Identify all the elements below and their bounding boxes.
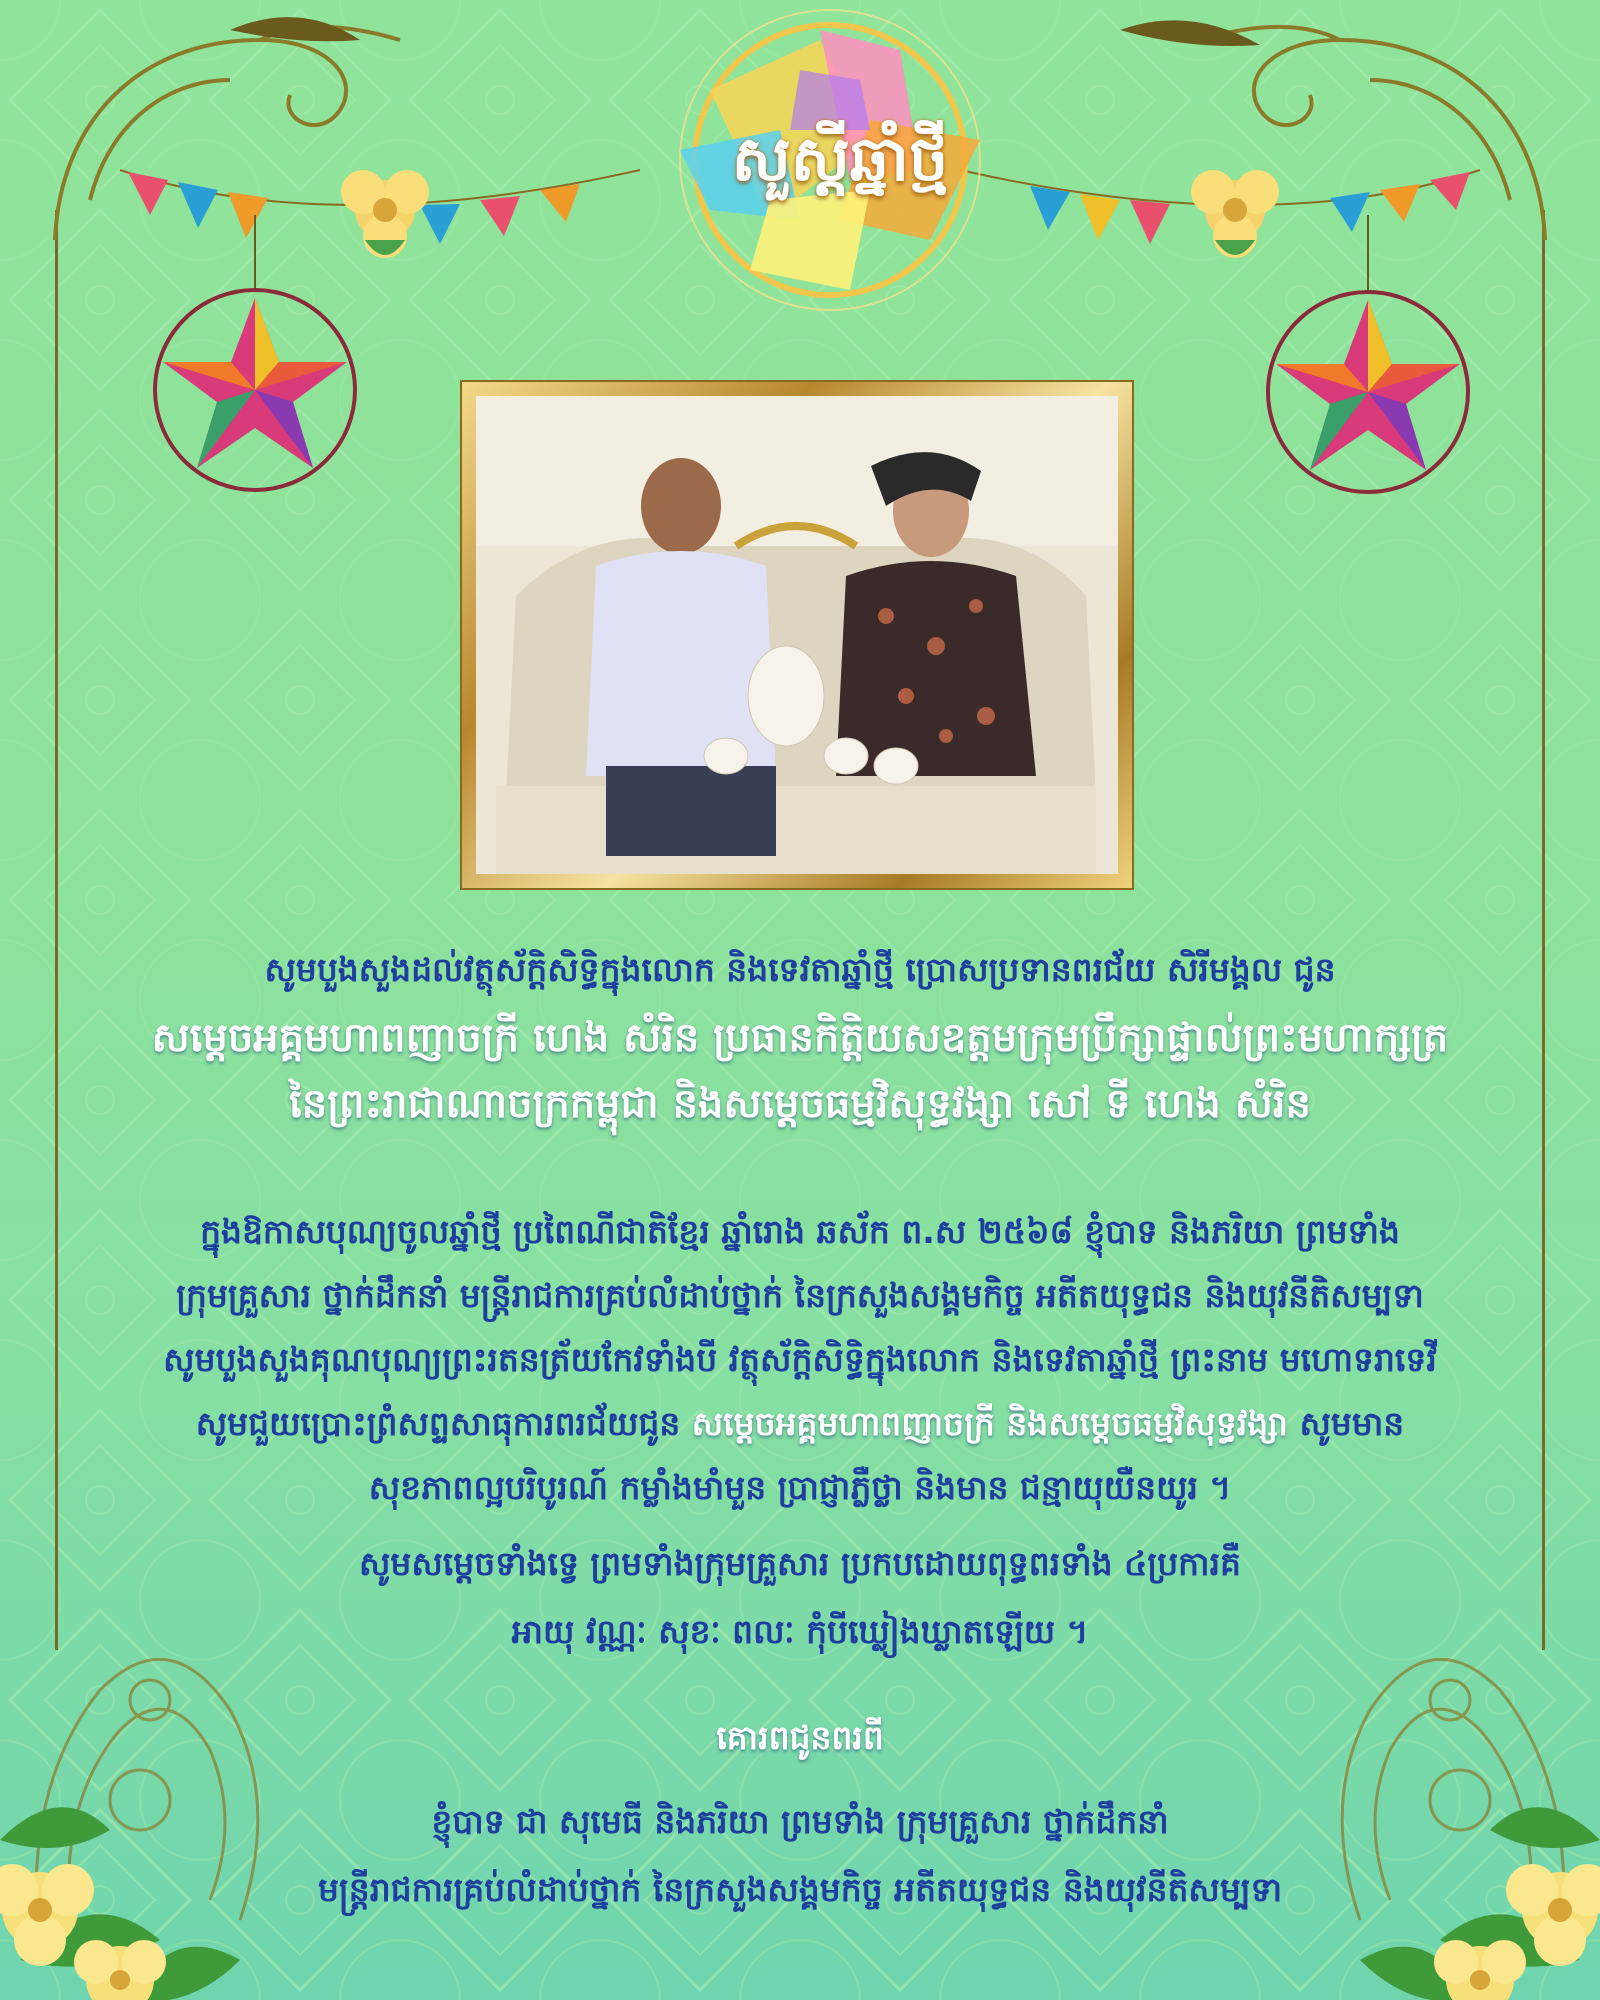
body-line-5: សុខភាពល្អបរិបូរណ៍ កម្លាំងមាំមួន ប្រាជ្ញាភ្លឺថ្លា និងមាន ជន្មាយុយឺនយូរ ។ (368, 1468, 1232, 1507)
left-star-lantern (155, 290, 355, 490)
right-star-lantern (1268, 292, 1468, 492)
right-yellow-flower (1191, 170, 1279, 258)
bottom-decoration (0, 1540, 1600, 2000)
greeting-line-2: សម្តេចអគ្គមហាពញាចក្រី ហេង សំរិន ប្រធានកិត្តិយសឧត្តមក្រុមប្រឹក្សាផ្ទាល់ព្រះមហាក្សត្រ (151, 1015, 1449, 1061)
body-line-4-end: សូមមាន (1288, 1404, 1405, 1443)
greeting-line-1: សូមបួងសួងដល់វត្ថុស័ក្តិសិទ្ធិក្នុងលោក និងទេវតាឆ្នាំថ្មី ប្រោសប្រទានពរជ័យ សិរីមង្គល ជូន (264, 950, 1336, 989)
body-line-2: ក្រុមគ្រួសារ ថ្នាក់ដឹកនាំ មន្ត្រីរាជការគ្រប់លំដាប់ថ្នាក់ នៃក្រសួងសង្គមកិច្ច អតីតយុទ្ធជន និងយុវនីតិសម្បទា (176, 1276, 1424, 1315)
body-line-1: ក្នុងឱកាសបុណ្យចូលឆ្នាំថ្មី ប្រពៃណីជាតិខ្មែរ ឆ្នាំរោង ឆស័ក ព.ស ២៥៦៨ ខ្ញុំបាទ និងភរិយា ព្រមទាំង (200, 1212, 1400, 1251)
greeting-line-3: នៃព្រះរាជាណាចក្រកម្ពុជា និងសម្តេចធម្មវិសុទ្ធវង្សា សៅ ទី ហេង សំរិន (289, 1081, 1311, 1127)
body-line-4-start: សូមជួយប្រោះព្រំសព្ទសាធុការពរជ័យជូន (195, 1404, 692, 1443)
new-year-logo-text: សួស្តីឆ្នាំថ្មី (731, 122, 949, 195)
photo-frame (462, 382, 1132, 888)
couple-photo (476, 396, 1118, 874)
left-yellow-flower (341, 170, 429, 258)
body-line-3: សូមបួងសួងគុណបុណ្យព្រះរតនត្រ័យកែវទាំងបី វត្ថុស័ក្តិសិទ្ធិក្នុងលោក និងទេវតាឆ្នាំថ្មី ព្រះនាម មហោទរាទេវី (163, 1340, 1437, 1379)
right-leaf-ornament (1120, 20, 1260, 46)
body-line-7: អាយុ វណ្ណៈ សុខៈ ពលៈ កុំបីឃ្លៀងឃ្លាតឡើយ ។ (511, 1612, 1089, 1651)
body-line-4-highlight: សម្តេចអគ្គមហាពញាចក្រី និងសម្តេចធម្មវិសុទ្ធវង្សា (691, 1404, 1289, 1443)
signature-heading: គោរពជូនពរពី (716, 1718, 884, 1757)
body-line-6: សូមសម្តេចទាំងទ្វេ ព្រមទាំងក្រុមគ្រួសារ ប្រកបដោយពុទ្ធពរទាំង ៤ប្រការគឺ (358, 1544, 1242, 1583)
left-leaf-ornament (230, 17, 360, 41)
body-line-4 (60, 1392, 1540, 1456)
couple-photo-illustration (476, 396, 1118, 874)
signature-line-2: មន្ត្រីរាជការគ្រប់លំដាប់ថ្នាក់ នៃក្រសួងសង្គមកិច្ច អតីតយុទ្ធជន និងយុវនីតិសម្បទា (317, 1870, 1283, 1909)
signature-line-1: ខ្ញុំបាទ ជា សុមេធី និងភរិយា ព្រមទាំង ក្រុមគ្រួសារ ថ្នាក់ដឹកនាំ (431, 1802, 1169, 1841)
